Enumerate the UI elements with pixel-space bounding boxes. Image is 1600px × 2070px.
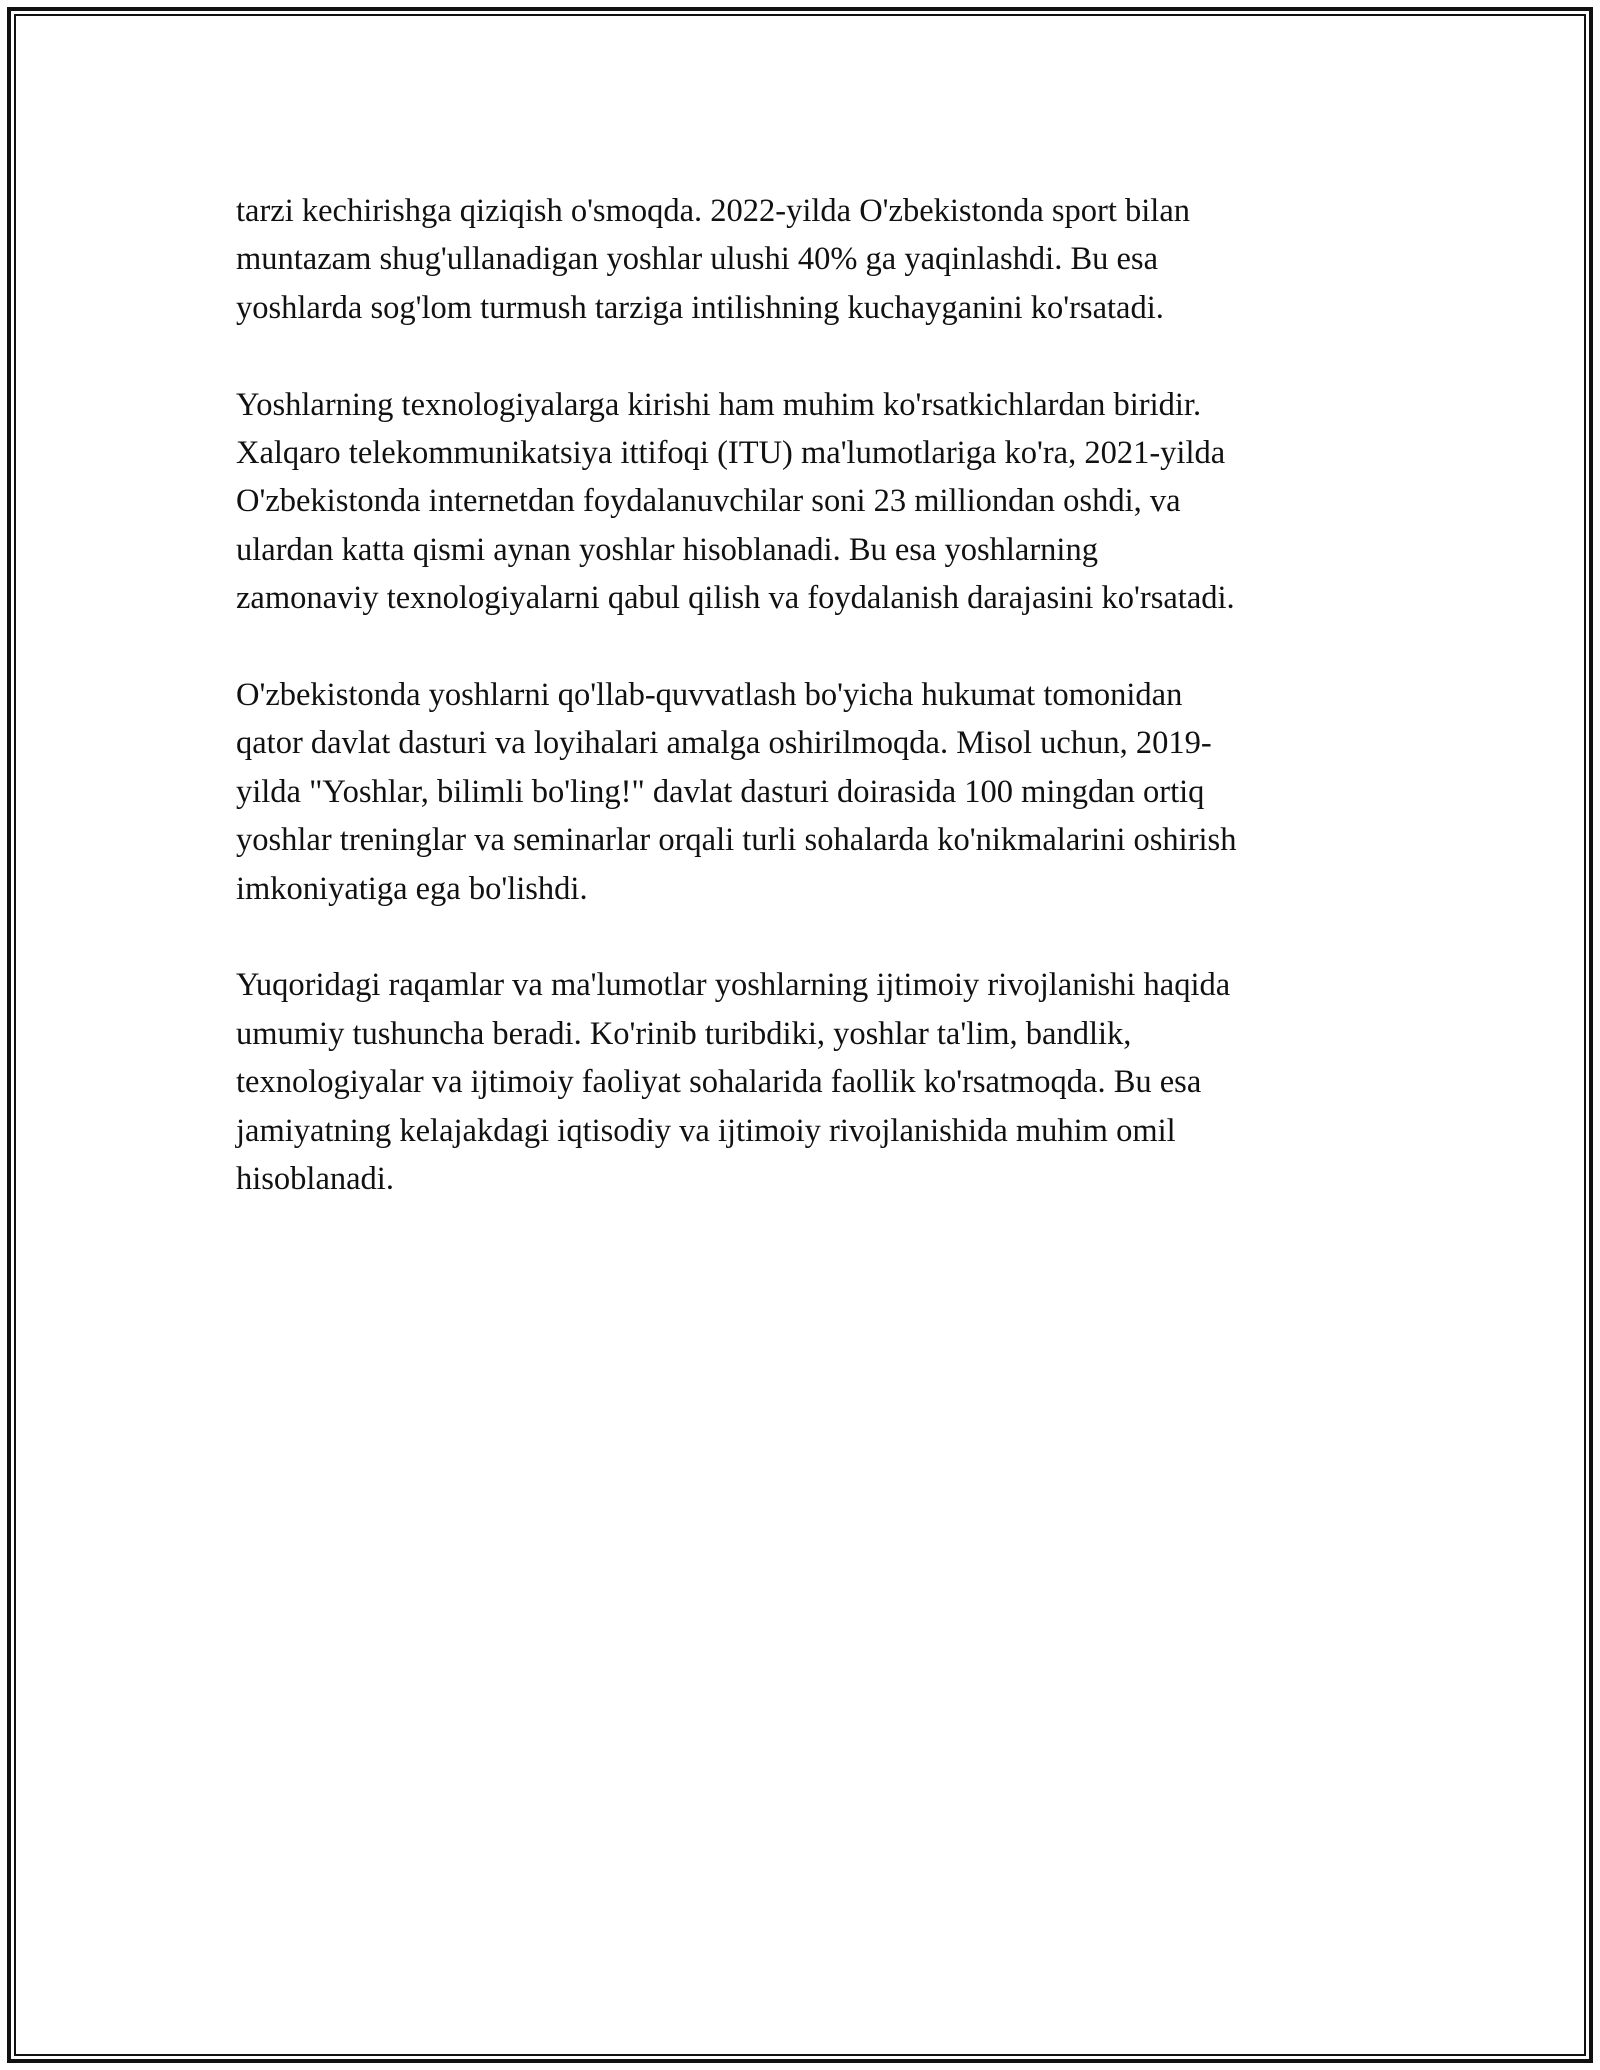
text-line: hisoblanadi. bbox=[236, 1161, 394, 1198]
text-line: yoshlar treninglar va seminarlar orqali turli sohalarda ko'nikmalarini oshirish bbox=[236, 822, 1237, 859]
text-line: texnologiyalar va ijtimoiy faoliyat sohalarida faollik ko'rsatmoqda. Bu esa bbox=[236, 1064, 1202, 1101]
text-line: tarzi kechirishga qiziqish o'smoqda. 2022-yilda O'zbekistonda sport bilan bbox=[236, 193, 1191, 229]
text-line: muntazam shug'ullanadigan yoshlar ulushi 40% ga yaqinlashdi. Bu esa bbox=[236, 241, 1158, 278]
text-line: jamiyatning kelajakdagi iqtisodiy va ijtimoiy rivojlanishida muhim omil bbox=[236, 1112, 1176, 1149]
text-line: O'zbekistonda internetdan foydalanuvchilar soni 23 milliondan oshdi, va bbox=[236, 483, 1181, 520]
text-line: yilda "Yoshlar, bilimli bo'ling!" davlat dasturi doirasida 100 mingdan ortiq bbox=[236, 773, 1205, 810]
text-line: Yoshlarning texnologiyalarga kirishi ham muhim ko'rsatkichlardan biridir. bbox=[236, 386, 1202, 423]
text-line: yoshlarda sog'lom turmush tarziga intilishning kuchayganini ko'rsatadi. bbox=[236, 289, 1164, 326]
text-line: imkoniyatiga ega bo'lishdi. bbox=[236, 870, 588, 907]
document-body bbox=[236, 187, 1396, 1252]
text-line: umumiy tushuncha beradi. Ko'rinib turibdiki, yoshlar ta'lim, bandlik, bbox=[236, 1015, 1132, 1052]
paragraph-technology bbox=[236, 381, 1396, 623]
text-line: O'zbekistonda yoshlarni qo'llab-quvvatlash bo'yicha hukumat tomonidan bbox=[236, 677, 1183, 714]
text-line: Xalqaro telekommunikatsiya ittifoqi (ITU) ma'lumotlariga ko'ra, 2021-yilda bbox=[236, 435, 1226, 472]
paragraph-sport bbox=[236, 187, 1396, 332]
paragraph-government-support bbox=[236, 671, 1396, 913]
text-line: zamonaviy texnologiyalarni qabul qilish va foydalanish darajasini ko'rsatadi. bbox=[236, 580, 1235, 617]
text-line: qator davlat dasturi va loyihalari amalga oshirilmoqda. Misol uchun, 2019- bbox=[236, 725, 1212, 762]
text-line: ulardan katta qismi aynan yoshlar hisoblanadi. Bu esa yoshlarning bbox=[236, 531, 1098, 568]
text-line: Yuqoridagi raqamlar va ma'lumotlar yoshlarning ijtimoiy rivojlanishi haqida bbox=[236, 967, 1231, 1004]
paragraph-conclusion bbox=[236, 961, 1396, 1203]
